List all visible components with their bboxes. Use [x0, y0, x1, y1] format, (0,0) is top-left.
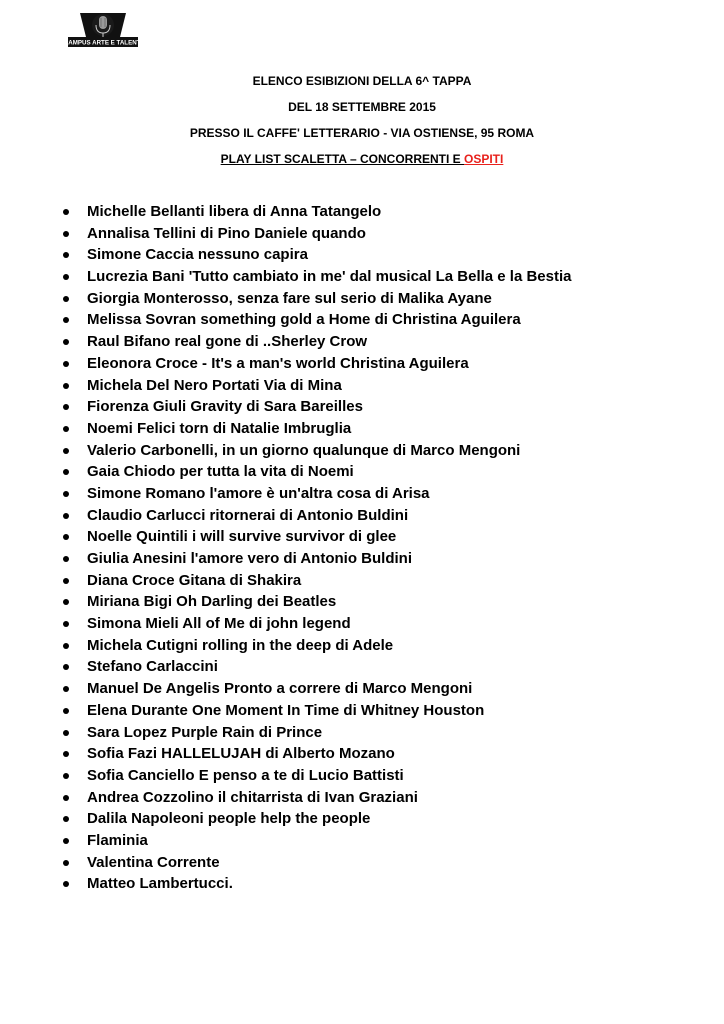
- bullet-icon: [63, 469, 69, 475]
- bullet-icon: [63, 426, 69, 432]
- bullet-icon: [63, 231, 69, 237]
- microphone-logo-icon: [80, 13, 126, 37]
- bullet-icon: [63, 838, 69, 844]
- document-header: [0, 72, 724, 176]
- bullet-icon: [63, 339, 69, 345]
- bullet-icon: [63, 773, 69, 779]
- list-item-text: Giulia Anesini l'amore vero di Antonio Buldini: [87, 550, 412, 567]
- list-item-text: Andrea Cozzolino il chitarrista di Ivan Graziani: [87, 788, 418, 806]
- list-item-text: Flaminia: [87, 831, 148, 849]
- list-item-text: Simone Caccia nessuno capira: [87, 246, 308, 264]
- bullet-icon: [63, 404, 69, 410]
- bullet-icon: [63, 361, 69, 367]
- list-item: [60, 266, 700, 288]
- list-item: [60, 396, 700, 418]
- list-item-text: Michelle Bellanti libera di Anna Tatangelo: [87, 203, 382, 220]
- bullet-icon: [63, 686, 69, 692]
- bullet-icon: [63, 383, 69, 389]
- list-item: [60, 526, 700, 548]
- list-item: [60, 223, 700, 245]
- event-venue: PRESSO IL CAFFE' LETTERARIO - VIA OSTIENSE, 95 ROMA: [189, 126, 535, 140]
- list-item: [60, 678, 700, 700]
- bullet-icon: [63, 708, 69, 714]
- list-item: [60, 570, 700, 592]
- list-item-text: Noelle Quintili i will survive survivor di glee: [87, 528, 397, 546]
- bullet-icon: [63, 751, 69, 757]
- list-item: [60, 201, 700, 223]
- list-item: [60, 765, 700, 787]
- list-item-text: Michela Cutigni rolling in the deep di Adele: [87, 636, 394, 654]
- list-item-text: Noemi Felici torn di Natalie Imbruglia: [87, 419, 352, 437]
- list-item-text: Gaia Chiodo per tutta la vita di Noemi: [87, 463, 354, 481]
- list-item-text: Michela Del Nero Portati Via di Mina: [87, 376, 342, 394]
- bullet-icon: [63, 491, 69, 497]
- list-item: [60, 613, 700, 635]
- list-item: [60, 722, 700, 744]
- list-item-text: Raul Bifano real gone di ..Sherley Crow: [87, 333, 368, 351]
- list-item: [60, 375, 700, 397]
- bullet-icon: [63, 513, 69, 519]
- list-item: [60, 873, 700, 895]
- bullet-icon: [63, 317, 69, 323]
- list-item: [60, 656, 700, 678]
- list-item-text: Dalila Napoleoni people help the people: [87, 810, 371, 828]
- list-item-text: Melissa Sovran something gold a Home di Christina Aguilera: [87, 311, 521, 329]
- list-item-text: Eleonora Croce - It's a man's world Christina Aguilera: [87, 354, 469, 372]
- list-item-text: Manuel De Angelis Pronto a correre di Marco Mengoni: [87, 680, 473, 698]
- list-item: [60, 548, 700, 570]
- bullet-icon: [63, 860, 69, 866]
- list-item: [60, 852, 700, 874]
- list-item-text: Diana Croce Gitana di Shakira: [87, 571, 302, 589]
- bullet-icon: [63, 274, 69, 280]
- list-item: [60, 808, 700, 830]
- list-item: [60, 288, 700, 310]
- list-item-text: Valerio Carbonelli, in un giorno qualunque di Marco Mengoni: [87, 441, 521, 459]
- list-item-text: Valentina Corrente: [87, 853, 220, 871]
- list-item-text: Annalisa Tellini di Pino Daniele quando: [87, 224, 366, 242]
- list-item: [60, 331, 700, 353]
- list-item-text: Lucrezia Bani 'Tutto cambiato in me' dal musical La Bella e la Bestia: [87, 268, 572, 286]
- list-item: [60, 440, 700, 462]
- playlist-heading: [0, 150, 724, 176]
- bullet-icon: [63, 599, 69, 605]
- bullet-icon: [63, 296, 69, 302]
- bullet-icon: [63, 881, 69, 887]
- bullet-icon: [63, 578, 69, 584]
- list-item-text: Elena Durante One Moment In Time di Whitney Houston: [87, 701, 485, 719]
- list-item-text: Sofia Fazi HALLELUJAH di Alberto Mozano: [87, 745, 395, 763]
- playlist-heading-prefix: PLAY LIST SCALETTA – CONCORRENTI E: [220, 152, 464, 166]
- list-item: [60, 461, 700, 483]
- list-item-text: Giorgia Monterosso, senza fare sul serio di Malika Ayane: [87, 289, 492, 307]
- bullet-icon: [63, 795, 69, 801]
- event-date: DEL 18 SETTEMBRE 2015: [288, 100, 436, 114]
- list-item-text: Claudio Carlucci ritornerai di Antonio Buldini: [87, 506, 409, 524]
- list-item-text: Matteo Lambertucci.: [87, 875, 233, 893]
- bullet-icon: [63, 534, 69, 540]
- list-item: [60, 244, 700, 266]
- list-item-text: Sara Lopez Purple Rain di Prince: [87, 723, 323, 741]
- bullet-icon: [63, 252, 69, 258]
- list-item-text: Sofia Canciello E penso a te di Lucio Battisti: [87, 766, 404, 784]
- bullet-icon: [63, 664, 69, 670]
- list-item-text: Stefano Carlaccini: [87, 658, 218, 676]
- list-item: [60, 418, 700, 440]
- bullet-icon: [63, 730, 69, 736]
- performance-list: [60, 201, 700, 895]
- bullet-icon: [63, 643, 69, 649]
- list-item: [60, 353, 700, 375]
- list-item: [60, 787, 700, 809]
- list-item: [60, 505, 700, 527]
- list-item: [60, 591, 700, 613]
- list-item: [60, 743, 700, 765]
- list-item: [60, 635, 700, 657]
- bullet-icon: [63, 209, 69, 215]
- list-item-text: Fiorenza Giuli Gravity di Sara Bareilles: [87, 398, 363, 416]
- event-title: ELENCO ESIBIZIONI DELLA 6^ TAPPA: [252, 74, 472, 88]
- playlist-heading-guests: OSPITI: [464, 152, 504, 166]
- bullet-icon: [63, 556, 69, 562]
- campus-logo: [63, 11, 143, 49]
- list-item: [60, 830, 700, 852]
- list-item-text: Miriana Bigi Oh Darling dei Beatles: [87, 593, 337, 611]
- bullet-icon: [63, 816, 69, 822]
- bullet-icon: [63, 448, 69, 454]
- list-item-text: Simone Romano l'amore è un'altra cosa di Arisa: [87, 484, 430, 502]
- list-item-text: Simona Mieli All of Me di john legend: [87, 615, 351, 633]
- list-item: [60, 483, 700, 505]
- bullet-icon: [63, 621, 69, 627]
- list-item: [60, 700, 700, 722]
- logo-text: CAMPUS ARTE E TALENTI: [63, 39, 143, 47]
- list-item: [60, 309, 700, 331]
